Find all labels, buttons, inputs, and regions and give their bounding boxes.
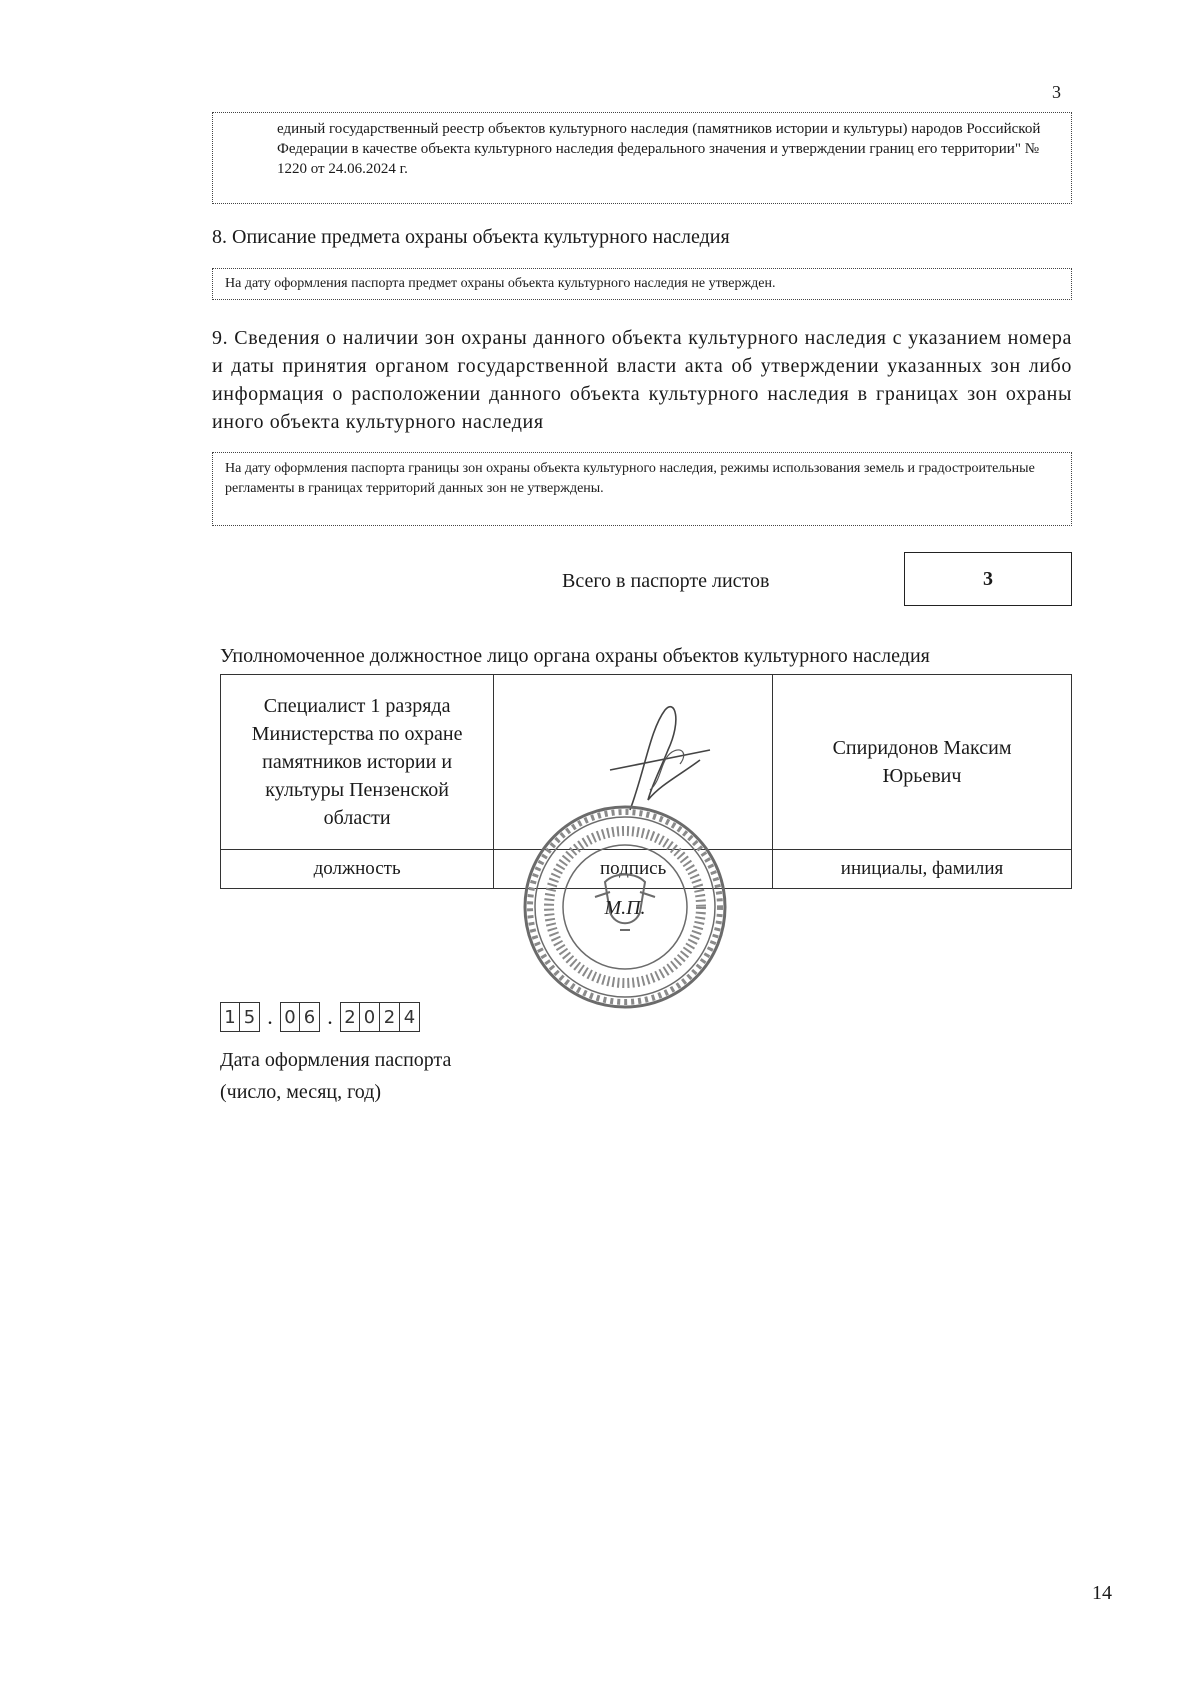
caption-signature: подпись xyxy=(494,850,773,889)
date-digit: 5 xyxy=(240,1002,260,1032)
section8-box xyxy=(212,268,1072,300)
date-label-line1: Дата оформления паспорта xyxy=(220,1049,452,1071)
date-digit: 6 xyxy=(300,1002,320,1032)
date-label xyxy=(220,1044,451,1108)
date-label-line2: (число, месяц, год) xyxy=(220,1081,382,1103)
top-page-number: 3 xyxy=(1052,82,1061,102)
section8-heading: 8. Описание предмета охраны объекта культурного наследия xyxy=(212,226,730,248)
position-line: памятников истории и xyxy=(262,751,453,773)
date-digit: 2 xyxy=(340,1002,360,1032)
section9-text: На дату оформления паспорта границы зон охраны объекта культурного наследия, режимы использования земель и градостроительные регламенты в границах территорий данных зон не утверждены. xyxy=(225,461,1035,496)
section7-tail-text: единый государственный реестр объектов культурного наследия (памятников истории и культуры) народов Российской Федерации в качестве объекта культурного наследия федерального значения и утверждении границ его территории" № 1220 от 24.06.2024 г. xyxy=(277,121,1041,177)
name-line: Юрьевич xyxy=(882,765,962,787)
name-line: Спиридонов Максим xyxy=(832,737,1012,759)
date-separator: . xyxy=(267,1004,273,1029)
date-digit: 0 xyxy=(280,1002,300,1032)
sheets-count-label: Всего в паспорте листов xyxy=(562,570,770,592)
position-cell xyxy=(221,675,494,850)
position-line: Специалист 1 разряда xyxy=(263,695,451,717)
position-line: области xyxy=(323,807,391,829)
date-digit: 4 xyxy=(400,1002,420,1032)
position-line: культуры Пензенской xyxy=(265,779,449,801)
date-digit: 0 xyxy=(360,1002,380,1032)
bottom-page-number: 14 xyxy=(1092,1582,1112,1604)
date-digit: 1 xyxy=(220,1002,240,1032)
sheets-count-value: 3 xyxy=(983,567,993,590)
official-title: Уполномоченное должностное лицо органа охраны объектов культурного наследия xyxy=(220,645,930,667)
date-separator: . xyxy=(327,1004,333,1029)
position-line: Министерства по охране xyxy=(251,723,463,745)
caption-position: должность xyxy=(221,850,494,889)
section9-box xyxy=(212,452,1072,526)
sheets-count-box xyxy=(904,552,1072,606)
date-digits xyxy=(220,1002,420,1032)
caption-name: инициалы, фамилия xyxy=(773,850,1072,889)
date-digit: 2 xyxy=(380,1002,400,1032)
official-seal xyxy=(520,802,730,1012)
seal-label: М.П. xyxy=(604,897,646,919)
name-cell xyxy=(773,675,1072,850)
section9-heading: 9. Сведения о наличии зон охраны данного объекта культурного наследия с указанием номера и даты принятия органом государственной власти акта об утверждении указанных зон либо информация о расположении данного объекта культурного наследия в границах зон охраны иного объекта культурного наследия xyxy=(212,327,1072,433)
section7-tail-box xyxy=(212,112,1072,204)
section8-text: На дату оформления паспорта предмет охраны объекта культурного наследия не утвержден. xyxy=(225,276,776,291)
